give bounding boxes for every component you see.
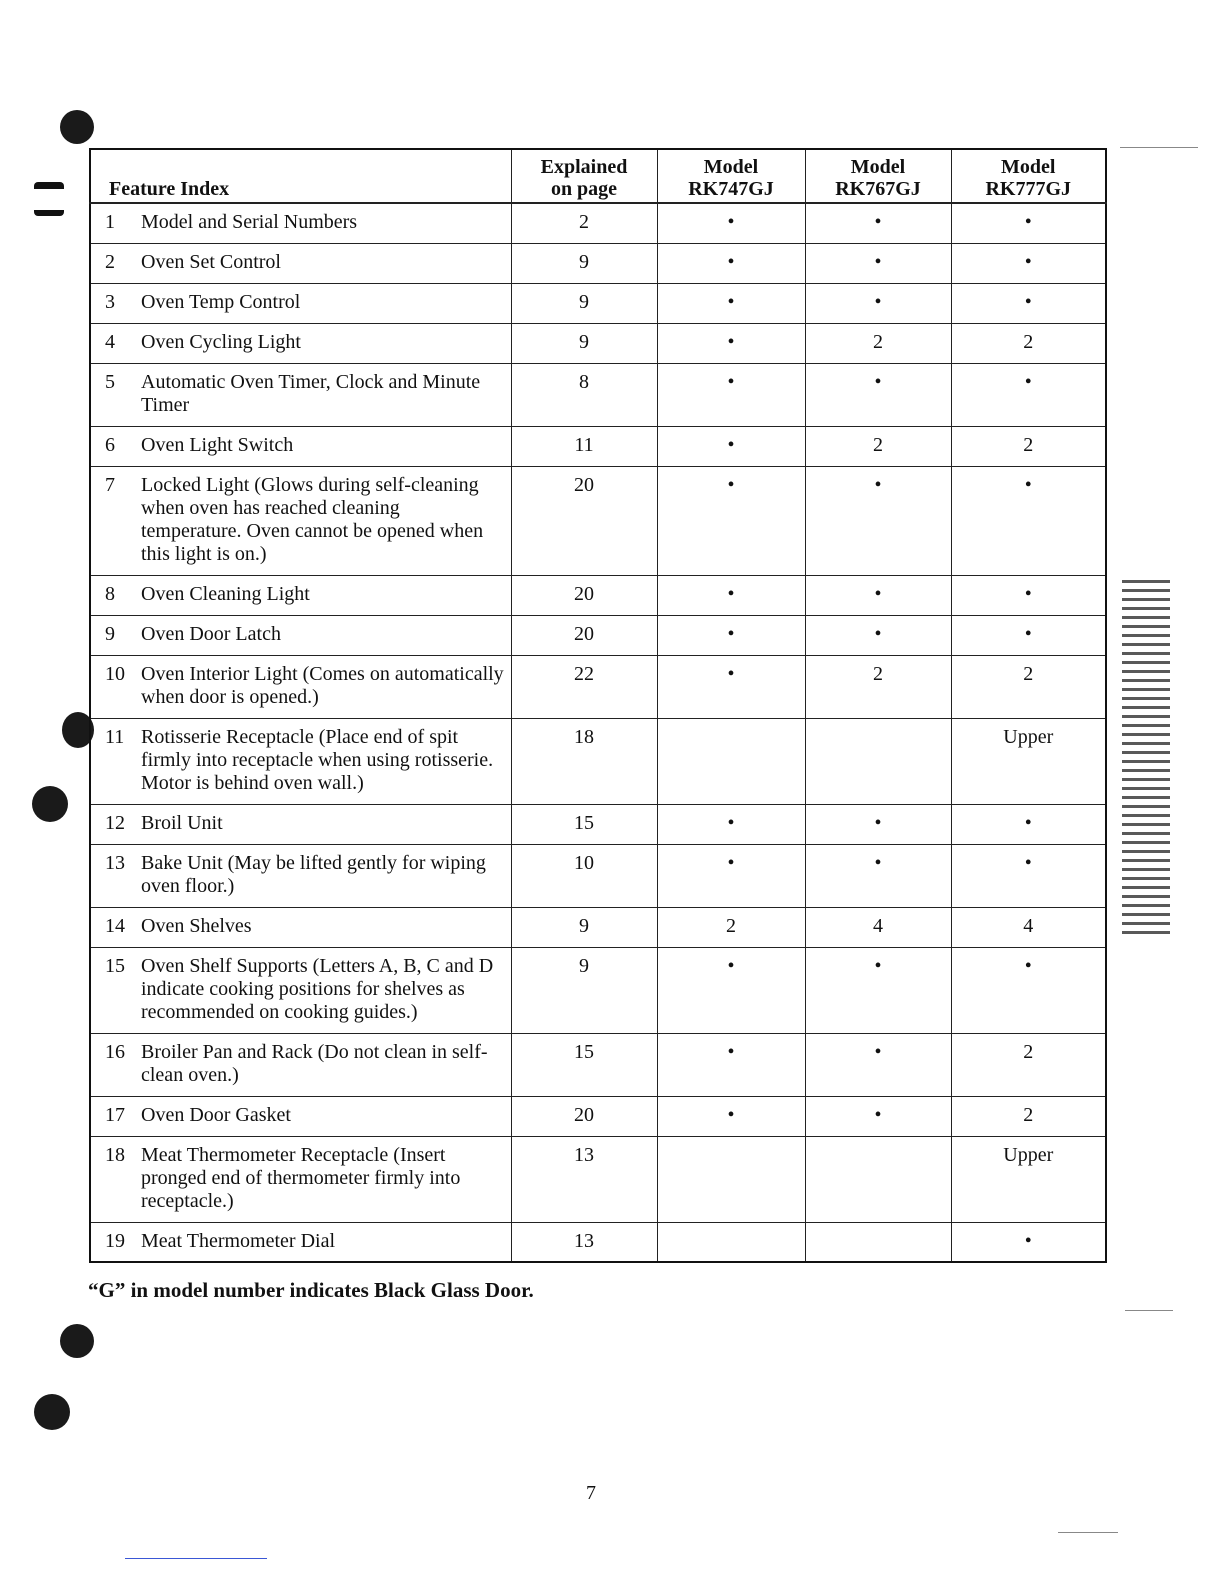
- model-rk747gj-cell: •: [657, 363, 805, 426]
- feature-number: 4: [105, 330, 115, 353]
- feature-cell: [90, 1096, 511, 1136]
- page-reference-cell: 9: [511, 323, 657, 363]
- feature-number: 15: [105, 954, 125, 977]
- page-number: 7: [586, 1482, 596, 1504]
- model-rk777gj-cell: •: [951, 615, 1106, 655]
- feature-description: Oven Light Switch: [141, 433, 294, 456]
- model-rk747gj-cell: •: [657, 947, 805, 1033]
- table-header-row: [90, 149, 1106, 203]
- model-rk777gj-cell: 4: [951, 907, 1106, 947]
- header-feature-index: Feature Index: [90, 149, 511, 203]
- model-rk767gj-cell: [805, 1136, 951, 1222]
- model-rk767gj-cell: 4: [805, 907, 951, 947]
- model-rk777gj-cell: •: [951, 947, 1106, 1033]
- model-rk747gj-cell: •: [657, 575, 805, 615]
- feature-description: Meat Thermometer Receptacle (Insert pronged end of thermometer firmly into receptacle.): [141, 1143, 461, 1212]
- model-rk747gj-cell: •: [657, 1096, 805, 1136]
- model-rk777gj-cell: •: [951, 283, 1106, 323]
- feature-cell: [90, 907, 511, 947]
- feature-cell: [90, 323, 511, 363]
- feature-number: 10: [105, 662, 125, 685]
- model-rk767gj-cell: •: [805, 1033, 951, 1096]
- model-rk747gj-cell: 2: [657, 907, 805, 947]
- scan-mark: [34, 182, 64, 189]
- header-explained-on-page: Explained on page: [511, 149, 657, 203]
- table-row: [90, 1222, 1106, 1262]
- feature-cell: [90, 575, 511, 615]
- binder-hole: [34, 1394, 70, 1430]
- model-rk777gj-cell: •: [951, 466, 1106, 575]
- feature-cell: [90, 243, 511, 283]
- feature-number: 2: [105, 250, 115, 273]
- feature-cell: [90, 203, 511, 243]
- model-rk747gj-cell: [657, 718, 805, 804]
- binder-hole: [32, 786, 68, 822]
- page-reference-cell: 15: [511, 804, 657, 844]
- feature-cell: [90, 283, 511, 323]
- page-reference-cell: 20: [511, 1096, 657, 1136]
- feature-cell: [90, 1222, 511, 1262]
- model-rk747gj-cell: •: [657, 426, 805, 466]
- feature-cell: [90, 1136, 511, 1222]
- model-rk767gj-cell: •: [805, 804, 951, 844]
- feature-description: Model and Serial Numbers: [141, 211, 358, 233]
- feature-description: Broil Unit: [141, 811, 223, 834]
- page-reference-cell: 20: [511, 466, 657, 575]
- model-rk747gj-cell: •: [657, 323, 805, 363]
- model-rk767gj-cell: 2: [805, 655, 951, 718]
- header-model-rk747gj: Model RK747GJ: [657, 149, 805, 203]
- table-row: [90, 363, 1106, 426]
- feature-cell: [90, 804, 511, 844]
- feature-number: 5: [105, 370, 115, 393]
- feature-cell: [90, 844, 511, 907]
- feature-description: Oven Cycling Light: [141, 330, 301, 353]
- feature-description: Oven Cleaning Light: [141, 582, 310, 605]
- model-rk777gj-cell: 2: [951, 655, 1106, 718]
- feature-number: 18: [105, 1143, 125, 1166]
- scan-blue-line: [125, 1558, 267, 1559]
- page-reference-cell: 9: [511, 947, 657, 1033]
- table-row: [90, 655, 1106, 718]
- page-reference-cell: 13: [511, 1136, 657, 1222]
- model-rk747gj-cell: •: [657, 804, 805, 844]
- model-rk777gj-cell: •: [951, 243, 1106, 283]
- feature-number: 12: [105, 811, 125, 834]
- scan-edge-marks: [1122, 580, 1170, 935]
- model-rk777gj-cell: •: [951, 844, 1106, 907]
- header-model-rk767gj: Model RK767GJ: [805, 149, 951, 203]
- model-rk747gj-cell: [657, 1222, 805, 1262]
- model-rk747gj-cell: •: [657, 844, 805, 907]
- page-reference-cell: 11: [511, 426, 657, 466]
- model-rk747gj-cell: •: [657, 466, 805, 575]
- model-rk767gj-cell: 2: [805, 426, 951, 466]
- feature-cell: [90, 615, 511, 655]
- table-body: [90, 203, 1106, 1262]
- table-row: [90, 804, 1106, 844]
- page-reference-cell: 10: [511, 844, 657, 907]
- table-row: [90, 615, 1106, 655]
- model-rk767gj-cell: •: [805, 363, 951, 426]
- scan-edge-line: [1120, 147, 1198, 148]
- model-rk747gj-cell: •: [657, 615, 805, 655]
- model-rk777gj-cell: 2: [951, 323, 1106, 363]
- model-rk777gj-cell: Upper: [951, 718, 1106, 804]
- table-row: [90, 907, 1106, 947]
- binder-hole: [60, 110, 94, 144]
- feature-cell: [90, 718, 511, 804]
- feature-description: Bake Unit (May be lifted gently for wiping oven floor.): [141, 851, 486, 897]
- model-rk777gj-cell: 2: [951, 426, 1106, 466]
- model-rk777gj-cell: •: [951, 1222, 1106, 1262]
- model-rk777gj-cell: 2: [951, 1033, 1106, 1096]
- feature-description: Meat Thermometer Dial: [141, 1229, 336, 1252]
- table-row: [90, 1033, 1106, 1096]
- feature-number: 16: [105, 1040, 125, 1063]
- feature-description: Oven Door Latch: [141, 622, 281, 645]
- table-row: [90, 718, 1106, 804]
- page-reference-cell: 8: [511, 363, 657, 426]
- table-row: [90, 243, 1106, 283]
- page-reference-cell: 20: [511, 575, 657, 615]
- model-rk767gj-cell: •: [805, 1096, 951, 1136]
- feature-number: 8: [105, 582, 115, 605]
- feature-description: Rotisserie Receptacle (Place end of spit firmly into receptacle when using rotisserie. Motor is behind oven wall.): [141, 725, 494, 794]
- model-rk767gj-cell: [805, 1222, 951, 1262]
- model-rk747gj-cell: •: [657, 1033, 805, 1096]
- feature-number: 6: [105, 433, 115, 456]
- table-row: [90, 1136, 1106, 1222]
- table-row: [90, 283, 1106, 323]
- feature-cell: [90, 1033, 511, 1096]
- feature-number: 14: [105, 914, 125, 937]
- scan-edge-line: [1058, 1532, 1118, 1533]
- scan-mark: [34, 210, 64, 216]
- feature-number: 9: [105, 622, 115, 645]
- feature-description: Oven Shelves: [141, 914, 252, 937]
- feature-cell: [90, 363, 511, 426]
- feature-number: 13: [105, 851, 125, 874]
- model-rk747gj-cell: •: [657, 203, 805, 243]
- model-rk777gj-cell: •: [951, 363, 1106, 426]
- model-rk777gj-cell: •: [951, 575, 1106, 615]
- table-row: [90, 1096, 1106, 1136]
- page-reference-cell: 15: [511, 1033, 657, 1096]
- page-reference-cell: 9: [511, 907, 657, 947]
- model-rk767gj-cell: •: [805, 615, 951, 655]
- feature-number: 11: [105, 725, 125, 748]
- model-rk777gj-cell: 2: [951, 1096, 1106, 1136]
- table-row: [90, 844, 1106, 907]
- model-rk767gj-cell: •: [805, 575, 951, 615]
- scan-edge-line: [1125, 1310, 1173, 1311]
- feature-cell: [90, 466, 511, 575]
- model-rk767gj-cell: •: [805, 947, 951, 1033]
- table-row: [90, 203, 1106, 243]
- feature-cell: [90, 655, 511, 718]
- table-row: [90, 947, 1106, 1033]
- model-rk747gj-cell: [657, 1136, 805, 1222]
- model-rk767gj-cell: •: [805, 466, 951, 575]
- model-rk767gj-cell: •: [805, 844, 951, 907]
- model-rk767gj-cell: •: [805, 283, 951, 323]
- page-reference-cell: 22: [511, 655, 657, 718]
- page-reference-cell: 9: [511, 283, 657, 323]
- feature-cell: [90, 426, 511, 466]
- feature-description: Oven Temp Control: [141, 290, 301, 313]
- page-reference-cell: 20: [511, 615, 657, 655]
- model-rk777gj-cell: •: [951, 804, 1106, 844]
- feature-number: 1: [105, 211, 115, 233]
- table-row: [90, 323, 1106, 363]
- feature-description: Oven Set Control: [141, 250, 281, 273]
- model-rk767gj-cell: 2: [805, 323, 951, 363]
- feature-cell: [90, 947, 511, 1033]
- feature-description: Oven Door Gasket: [141, 1103, 291, 1126]
- model-rk767gj-cell: •: [805, 203, 951, 243]
- feature-number: 19: [105, 1229, 125, 1252]
- model-rk767gj-cell: [805, 718, 951, 804]
- feature-description: Oven Shelf Supports (Letters A, B, C and D indicate cooking positions for shelves as recommended on cooking guides.): [141, 954, 494, 1023]
- table-row: [90, 575, 1106, 615]
- feature-number: 3: [105, 290, 115, 313]
- model-rk777gj-cell: •: [951, 203, 1106, 243]
- feature-description: Locked Light (Glows during self-cleaning when oven has reached cleaning temperature. Oven cannot be opened when this light is on.): [141, 473, 484, 565]
- page-reference-cell: 13: [511, 1222, 657, 1262]
- header-model-rk777gj: Model RK777GJ: [951, 149, 1106, 203]
- page-reference-cell: 2: [511, 203, 657, 243]
- page-reference-cell: 9: [511, 243, 657, 283]
- model-rk767gj-cell: •: [805, 243, 951, 283]
- feature-description: Automatic Oven Timer, Clock and Minute Timer: [141, 370, 481, 416]
- footnote: “G” in model number indicates Black Glass Door.: [88, 1278, 534, 1302]
- feature-index-table: [89, 148, 1107, 1263]
- model-rk747gj-cell: •: [657, 243, 805, 283]
- page-reference-cell: 18: [511, 718, 657, 804]
- feature-number: 17: [105, 1103, 125, 1126]
- feature-description: Oven Interior Light (Comes on automatically when door is opened.): [141, 662, 504, 708]
- model-rk747gj-cell: •: [657, 655, 805, 718]
- table-row: [90, 426, 1106, 466]
- feature-number: 7: [105, 473, 115, 496]
- table-row: [90, 466, 1106, 575]
- binder-hole: [60, 1324, 94, 1358]
- model-rk747gj-cell: •: [657, 283, 805, 323]
- model-rk777gj-cell: Upper: [951, 1136, 1106, 1222]
- feature-description: Broiler Pan and Rack (Do not clean in self-clean oven.): [141, 1040, 488, 1086]
